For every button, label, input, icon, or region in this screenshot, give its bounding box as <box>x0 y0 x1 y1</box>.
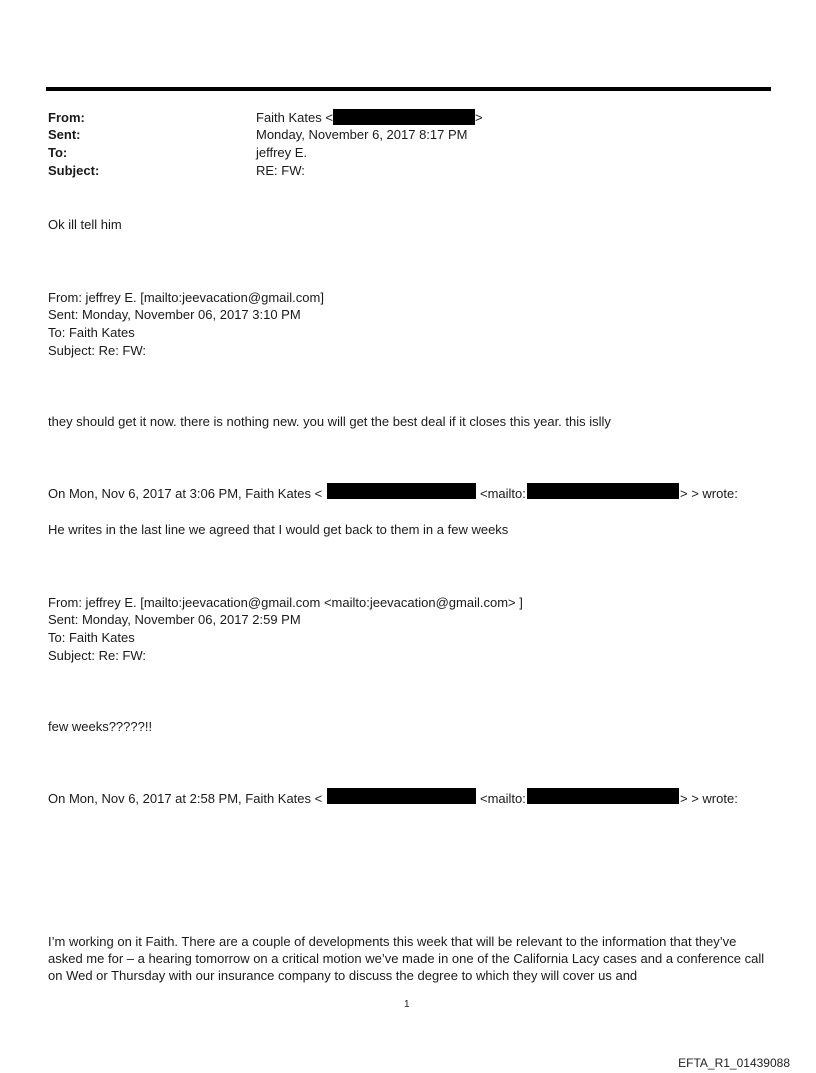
wrote2-line <box>48 790 322 807</box>
quoted2-sent: Sent: Monday, November 06, 2017 2:59 PM <box>48 612 301 627</box>
wrote1-prefix: On Mon, Nov 6, 2017 at 3:06 PM, Faith Kates < <box>48 486 323 501</box>
header-rule <box>46 87 771 91</box>
document-id: EFTA_R1_01439088 <box>678 1056 790 1070</box>
quoted2-to: To: Faith Kates <box>48 630 135 645</box>
quoted1-from: From: jeffrey E. [mailto:jeevacation@gmail.com] <box>48 290 324 305</box>
sent-label: Sent: <box>48 127 81 142</box>
quoted2-subject: Subject: Re: FW: <box>48 648 147 663</box>
redaction-block <box>327 483 476 499</box>
reply-text: Ok ill tell him <box>48 217 122 232</box>
wrote1-mailto: <mailto: <box>480 486 526 501</box>
body4-paragraph: I’m working on it Faith. There are a couple of developments this week that will be relevant to the information that they’ve asked me for – a hearing tomorrow on a critical motion we’ve made in one of the California Lacy cases and a conference call on Wed or Thursday with our insurance company to discuss the degree to which they will cover us and <box>48 934 765 983</box>
quoted1-subject: Subject: Re: FW: <box>48 343 147 358</box>
from-value <box>256 109 483 126</box>
redaction-block <box>527 483 679 499</box>
to-value: jeffrey E. <box>256 145 308 160</box>
page-number: 1 <box>404 999 410 1010</box>
redaction-block <box>333 109 475 125</box>
quoted1-to: To: Faith Kates <box>48 325 135 340</box>
wrote2-mailto: <mailto: <box>480 791 526 806</box>
wrote1-suffix: > > wrote: <box>680 486 738 501</box>
body1-text: they should get it now. there is nothing new. you will get the best deal if it closes this year. this islly <box>48 414 611 429</box>
quoted2-from: From: jeffrey E. [mailto:jeevacation@gmail.com <mailto:jeevacation@gmail.com> ] <box>48 595 523 610</box>
subject-label: Subject: <box>48 163 100 178</box>
subject-value: RE: FW: <box>256 163 305 178</box>
from-label: From: <box>48 110 85 125</box>
wrote2-suffix: > > wrote: <box>680 791 738 806</box>
wrote1-line <box>48 485 322 502</box>
quoted1-sent: Sent: Monday, November 06, 2017 3:10 PM <box>48 307 301 322</box>
body2-text: He writes in the last line we agreed that I would get back to them in a few weeks <box>48 522 509 537</box>
sent-value: Monday, November 6, 2017 8:17 PM <box>256 127 468 142</box>
body3-text: few weeks?????!! <box>48 719 153 734</box>
from-name: Faith Kates < <box>256 110 333 125</box>
to-label: To: <box>48 145 68 160</box>
wrote2-prefix: On Mon, Nov 6, 2017 at 2:58 PM, Faith Kates < <box>48 791 323 806</box>
from-suffix: > <box>474 110 483 125</box>
redaction-block <box>527 788 679 804</box>
redaction-block <box>327 788 476 804</box>
